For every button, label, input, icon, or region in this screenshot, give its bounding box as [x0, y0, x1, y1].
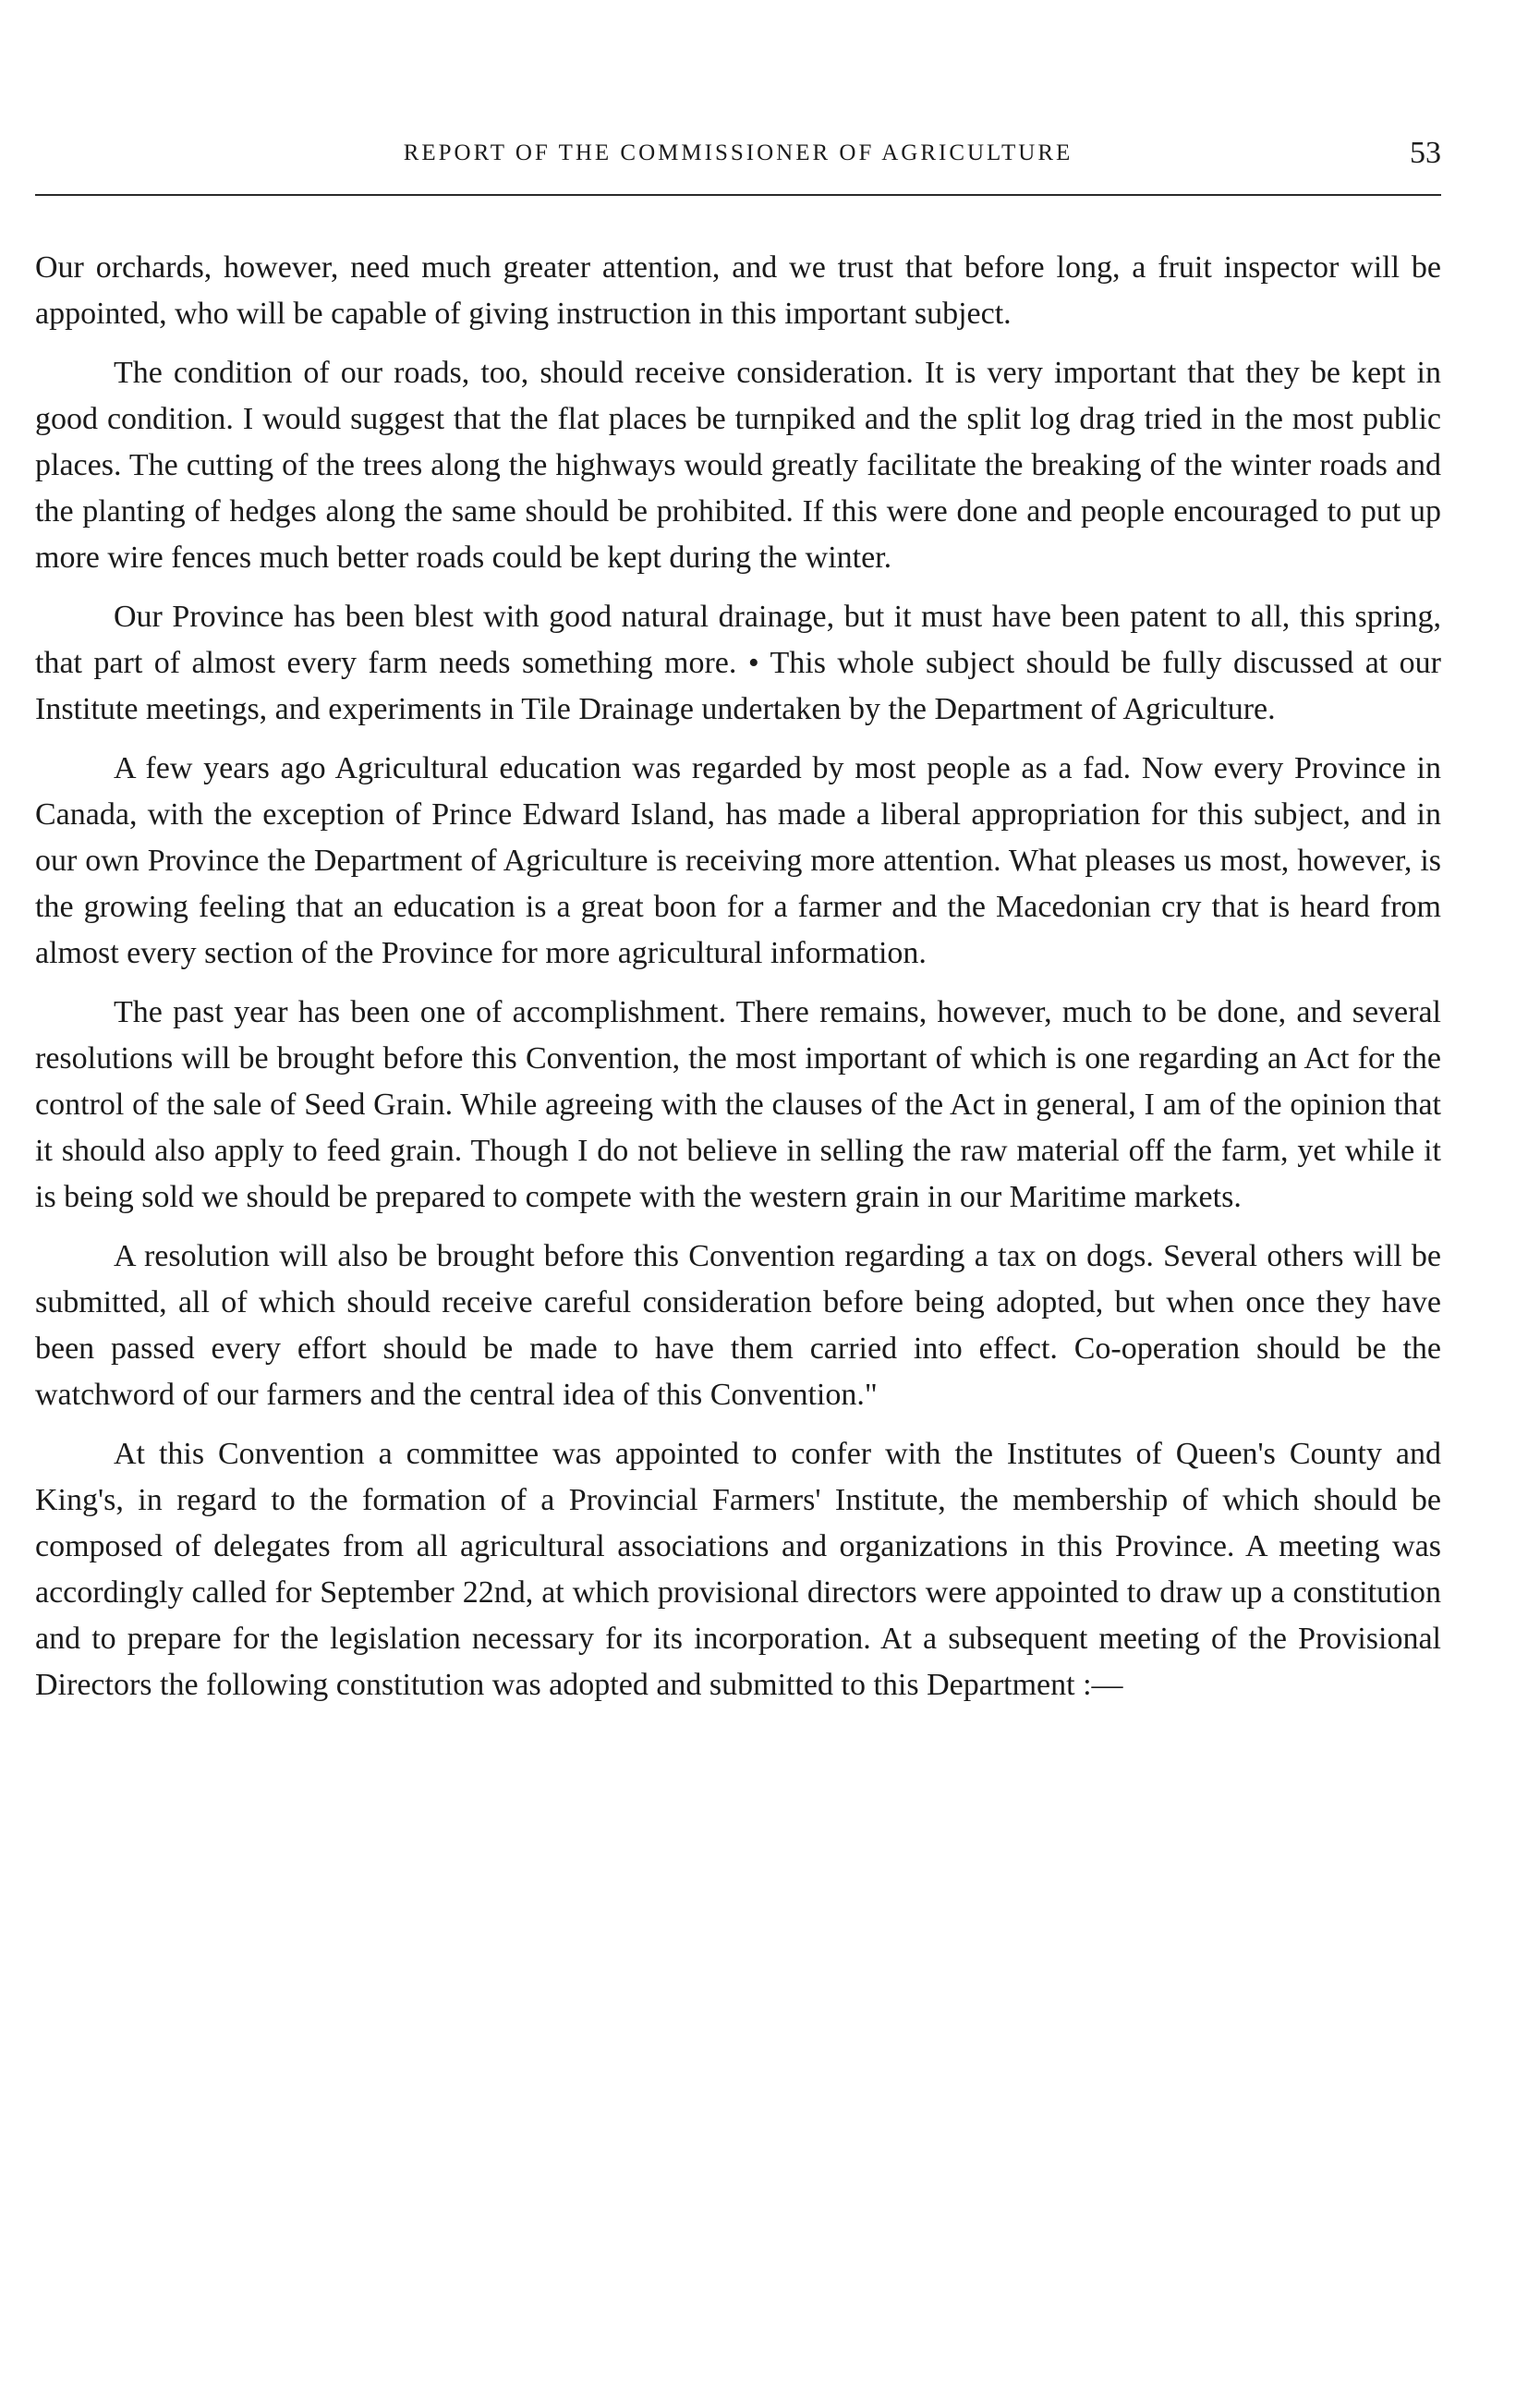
page-number: 53	[1410, 136, 1441, 170]
paragraph-drainage: Our Province has been blest with good natural drainage, but it must have been patent to all, this spring, that part of almost every farm needs something more. • This whole subject should be fully discussed at our Institute meetings, and experiments in Tile Drainage undertaken by the Department of Agriculture.	[35, 600, 1441, 726]
paragraph-accomplishment: The past year has been one of accomplishment. There remains, however, much to be done, and several resolutions will be brought before this Convention, the most important of which is one regarding an Act for the control of the sale of Seed Grain. While agreeing with the clauses of the Act in general, I am of the opinion that it should also apply to feed grain. Though I do not believe in selling the raw material off the farm, yet while it is being sold we should be prepared to compete with the western grain in our Maritime markets.	[35, 995, 1441, 1214]
paragraph-roads: The condition of our roads, too, should receive consideration. It is very important that they be kept in good condition. I would suggest that the flat places be turnpiked and the split log drag tried in the most public places. The cutting of the trees along the highways would greatly facilitate the breaking of the winter roads and the planting of hedges along the same should be prohibited. If this were done and people encouraged to put up more wire fences much better roads could be kept during the winter.	[35, 356, 1441, 575]
paragraph-resolution: A resolution will also be brought before this Convention regarding a tax on dogs. Several others will be submitted, all of which should receive careful consideration before being adopted, but when once they have been passed every effort should be made to have them carried into effect. Co-operation should be the watchword of our farmers and the central idea of this Convention."	[35, 1239, 1441, 1412]
body-text	[35, 245, 1441, 1721]
header-rule	[35, 194, 1441, 196]
paragraph-convention: At this Convention a committee was appointed to confer with the Institutes of Queen's County and King's, in regard to the formation of a Provincial Farmers' Institute, the membership of which should be composed of delegates from all agricultural associations and organizations in this Province. A meeting was accordingly called for September 22nd, at which provisional directors were appointed to draw up a constitution and to prepare for the legislation necessary for its incorporation. At a subsequent meeting of the Provisional Directors the following constitution was adopted and submitted to this Department :—	[35, 1437, 1441, 1702]
paragraph-orchards: Our orchards, however, need much greater attention, and we trust that before long, a fruit inspector will be appointed, who will be capable of giving instruction in this important subject.	[35, 250, 1441, 331]
running-title: REPORT OF THE COMMISSIONER OF AGRICULTURE	[403, 140, 1073, 165]
running-head	[35, 135, 1441, 172]
paragraph-education: A few years ago Agricultural education was regarded by most people as a fad. Now every Province in Canada, with the exception of Prince Edward Island, has made a liberal appropriation for this subject, and in our own Province the Department of Agriculture is receiving more attention. What pleases us most, however, is the growing feeling that an education is a great boon for a farmer and the Macedonian cry that is heard from almost every section of the Province for more agricultural information.	[35, 751, 1441, 970]
